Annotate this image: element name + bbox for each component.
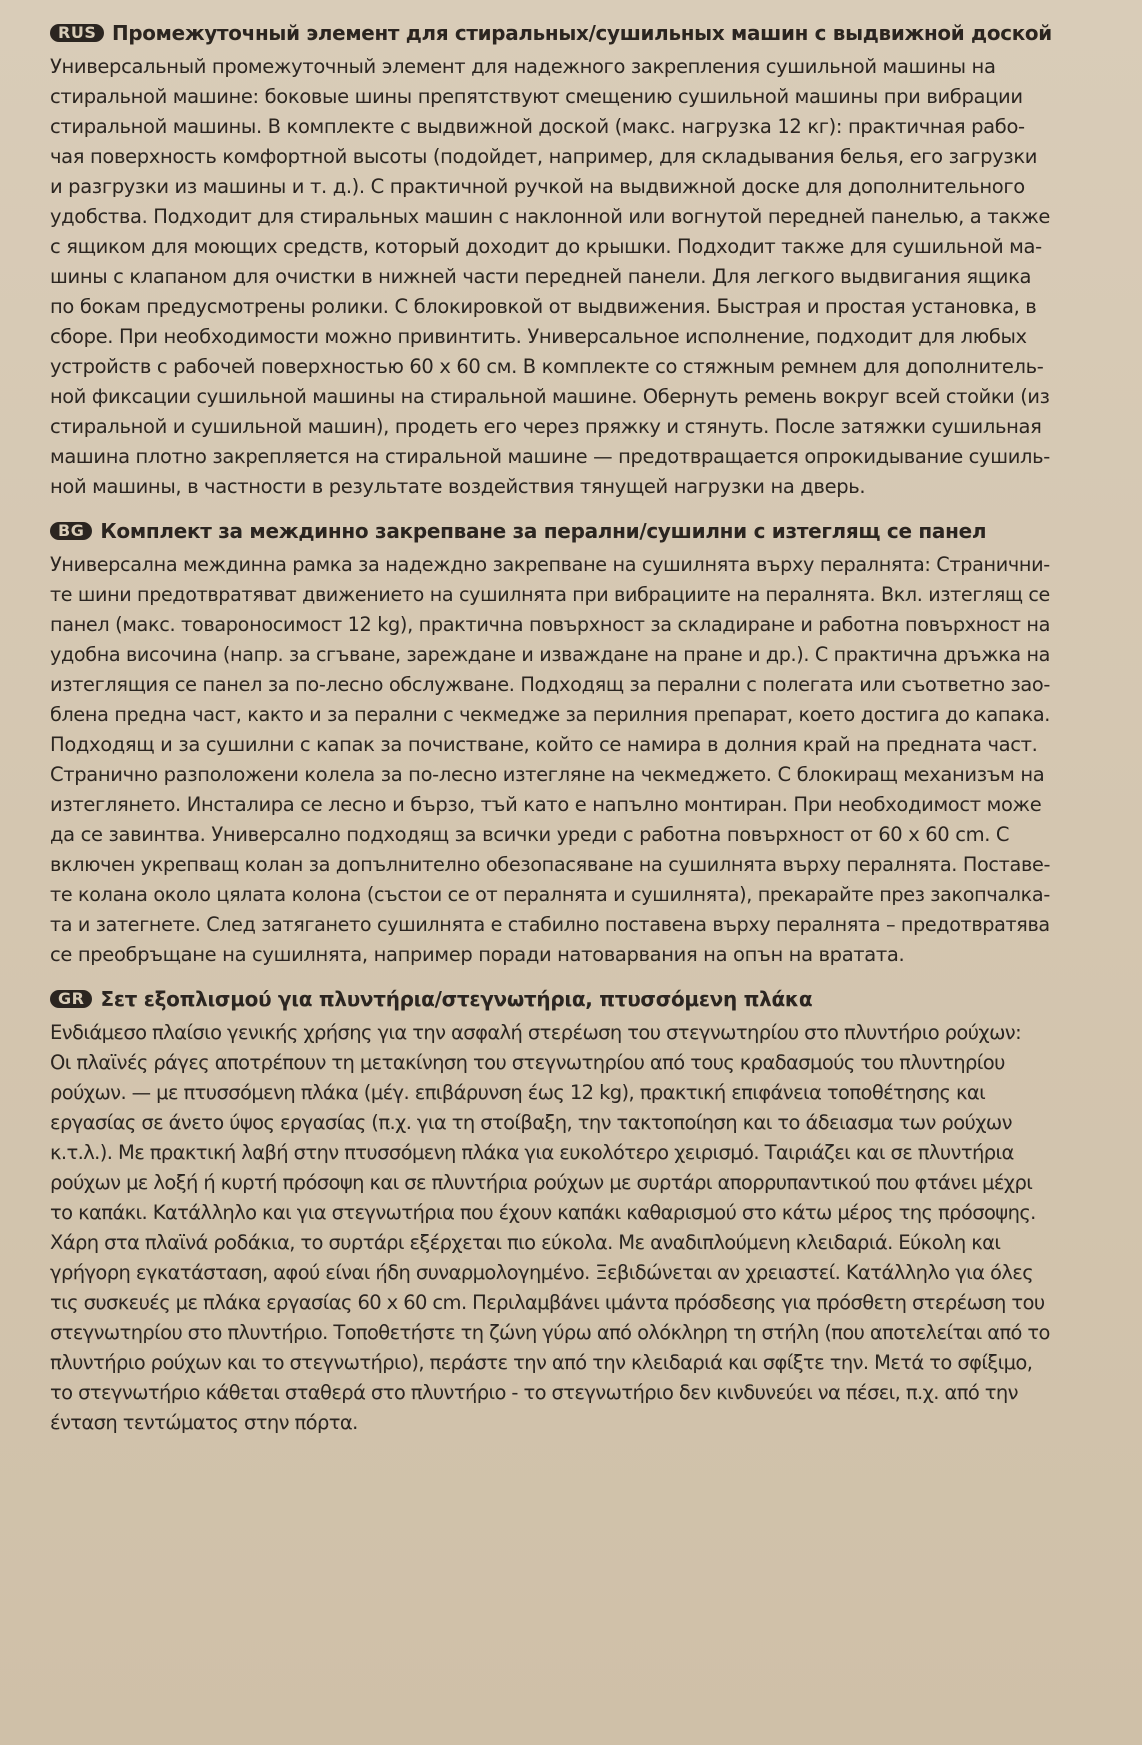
body-line: шины с клапаном для очистки в нижней части передней панели. Для легкого выдвигания ящика — [50, 265, 1032, 288]
body-line: Οι πλαϊνές ράγες αποτρέπουν τη μετακίνηση του στεγνωτηρίου από τους κραδασμούς του πλυντηρίου — [50, 1051, 1005, 1074]
body-line: Универсальный промежуточный элемент для надежного закрепления сушильной машины на — [50, 55, 996, 78]
section-heading-row — [50, 984, 1050, 1014]
body-line: изтеглянето. Инсталира се лесно и бързо, тъй като е напълно монтиран. При необходимост може — [50, 793, 1042, 816]
body-line: включен укрепващ колан за допълнително обезопасяване на сушилнята върху пералнята. Поставе- — [50, 853, 1051, 876]
section-body — [50, 52, 1050, 502]
body-line: Универсална междинна рамка за надеждно закрепване на сушилнята върху пералнята: Странични- — [50, 553, 1050, 576]
section-body — [50, 1018, 1050, 1438]
body-line: и разгрузки из машины и т. д.). С практичной ручкой на выдвижной доске для дополнительного — [50, 175, 1025, 198]
body-line: чая поверхность комфортной высоты (подойдет, например, для складывания белья, его загрузки — [50, 145, 1038, 168]
body-line: ένταση τεντώματος στην πόρτα. — [50, 1411, 358, 1434]
body-line: се преобръщане на сушилнята, например поради натоварвания на опън на вратата. — [50, 943, 905, 966]
body-line: с ящиком для моющих средств, который доходит до крышки. Подходит также для сушильной ма- — [50, 235, 1042, 258]
section-gr — [50, 984, 1050, 1438]
body-line: машина плотно закрепляется на стиральной машине — предотвращается опрокидывание сушиль- — [50, 445, 1050, 468]
body-line: ρούχων. — με πτυσσόμενη πλάκα (μέγ. επιβάρυνση έως 12 kg), πρακτική επιφάνεια τοποθέτησης και — [50, 1081, 986, 1104]
section-heading: Σετ εξοπλισμού για πλυντήρια/στεγνωτήρια, πτυσσόμενη πλάκα — [100, 987, 813, 1011]
body-line: та и затегнете. След затягането сушилнята е стабилно поставена върху пералнята – предотвратява — [50, 913, 1050, 936]
body-line: ρούχων με λοξή ή κυρτή πρόσοψη και σε πλυντήρια ρούχων με συρτάρι απορρυπαντικού που φτάνει μέχρι — [50, 1171, 1033, 1194]
body-line: Подходящ и за сушилни с капак за почистване, който се намира в долния край на предната част. — [50, 733, 1038, 756]
body-line: да се завинтва. Универсално подходящ за всички уреди с работна повърхност от 60 x 60 cm. С — [50, 823, 1010, 846]
body-line: το στεγνωτήριο κάθεται σταθερά στο πλυντήριο - το στεγνωτήριο δεν κινδυνεύει να πέσει, π.χ. από την — [50, 1381, 1018, 1404]
body-line: те шини предотвратяват движението на сушилнята при вибрациите на пералнята. Вкл. изтеглящ се — [50, 583, 1050, 606]
text-column — [50, 18, 1053, 1450]
body-line: стиральной машине: боковые шины препятствуют смещению сушильной машины при вибрации — [50, 85, 1023, 108]
body-line: Ενδιάμεσο πλαίσιο γενικής χρήσης για την ασφαλή στερέωση του στεγνωτηρίου στο πλυντήριο ρούχων: — [50, 1021, 1022, 1044]
body-line: блена предна част, както и за перални с чекмедже за перилния препарат, което достига до капака. — [50, 703, 1051, 726]
body-line: изтеглящия се панел за по-лесно обслужване. Подходящ за перални с полегата или съответно зао- — [50, 673, 1051, 696]
body-line: стиральной и сушильной машин), продеть его через пряжку и стянуть. После затяжки сушильная — [50, 415, 1042, 438]
section-rus — [50, 18, 1053, 502]
body-line: устройств с рабочей поверхностью 60 х 60 см. В комплекте со стяжным ремнем для дополнитель- — [50, 355, 1044, 378]
body-line: ной машины, в частности в результате воздействия тянущей нагрузки на дверь. — [50, 475, 866, 498]
body-line: сборе. При необходимости можно привинтить. Универсальное исполнение, подходит для любых — [50, 325, 1027, 348]
body-line: το καπάκι. Κατάλληλο και για στεγνωτήρια που έχουν καπάκι καθαρισμού στο κάτω μέρος της πρόσοψης. — [50, 1201, 1036, 1224]
section-heading-row — [50, 516, 1050, 546]
section-body — [50, 550, 1050, 970]
language-badge-bg: BG — [50, 522, 92, 540]
body-line: στεγνωτηρίου στο πλυντήριο. Τοποθετήστε τη ζώνη γύρω από ολόκληρη τη στήλη (που αποτελείται από το — [50, 1321, 1050, 1344]
body-line: εργασίας σε άνετο ύψος εργασίας (π.χ. για τη στοίβαξη, την τακτοποίηση και το άδειασμα των ρούχων — [50, 1111, 1012, 1134]
language-badge-rus: RUS — [50, 24, 104, 42]
body-line: Χάρη στα πλαϊνά ροδάκια, το συρτάρι εξέρχεται πιο εύκολα. Με αναδιπλούμενη κλειδαριά. Εύκολη και — [50, 1231, 1001, 1254]
body-line: Странично разположени колела за по-лесно изтегляне на чекмеджето. С блокиращ механизъм на — [50, 763, 1045, 786]
body-line: панел (макс. товароносимост 12 kg), практична повърхност за складиране и работна повърхност на — [50, 613, 1051, 636]
body-line: те колана около цялата колона (състои се от пералнята и сушилнята), прекарайте през закопчалка- — [50, 883, 1050, 906]
body-line: πλυντήριο ρούχων και το στεγνωτήριο), περάστε την από την κλειδαριά και σφίξτε την. Μετά το σφίξιμο, — [50, 1351, 1033, 1374]
body-line: удобна височина (напр. за сгъване, зареждане и изваждане на пране и др.). С практична дръжка на — [50, 643, 1051, 666]
body-line: τις συσκευές με πλάκα εργασίας 60 x 60 cm. Περιλαμβάνει ιμάντα πρόσδεσης για πρόσθετη στερέωση του — [50, 1291, 1045, 1314]
body-line: удобства. Подходит для стиральных машин с наклонной или вогнутой передней панелью, а также — [50, 205, 1051, 228]
body-line: по бокам предусмотрены ролики. С блокировкой от выдвижения. Быстрая и простая установка, в — [50, 295, 1037, 318]
section-heading: Комплект за междинно закрепване за перални/сушилни с изтеглящ се панел — [100, 519, 987, 543]
language-badge-gr: GR — [50, 990, 92, 1008]
section-heading: Промежуточный элемент для стиральных/сушильных машин с выдвижной доской — [112, 21, 1053, 45]
body-line: γρήγορη εγκατάσταση, αφού είναι ήδη συναρμολογημένο. Ξεβιδώνεται αν χρειαστεί. Κατάλληλο για όλες — [50, 1261, 1034, 1284]
body-line: ной фиксации сушильной машины на стиральной машине. Обернуть ремень вокруг всей стойки (из — [50, 385, 1050, 408]
body-line: стиральной машины. В комплекте с выдвижной доской (макс. нагрузка 12 кг): практичная рабо- — [50, 115, 1025, 138]
body-line: κ.τ.λ.). Με πρακτική λαβή στην πτυσσόμενη πλάκα για ευκολότερο χειρισμό. Ταιριάζει και σε πλυντήρια — [50, 1141, 1014, 1164]
section-heading-row — [50, 18, 1053, 48]
section-bg — [50, 516, 1050, 970]
